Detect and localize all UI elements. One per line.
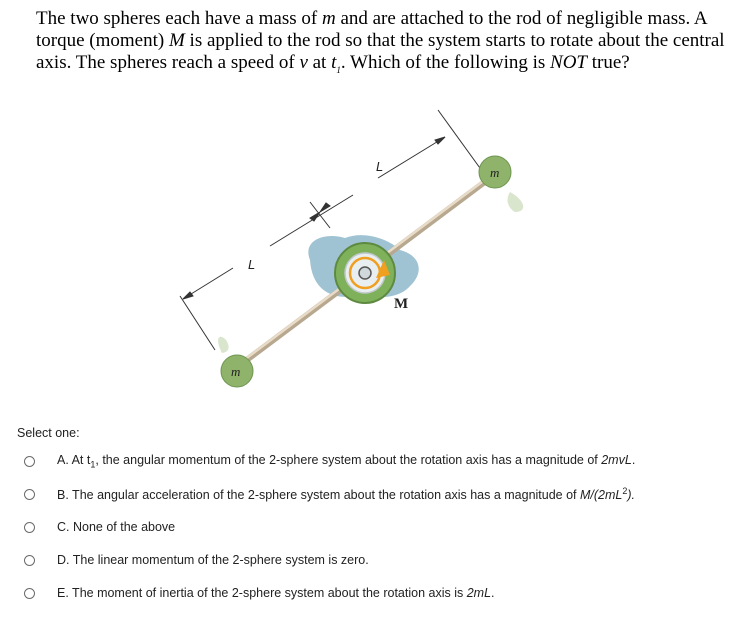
option-e-text[interactable]: E. The moment of inertia of the 2-sphere system about the rotation axis is 2mL.: [57, 586, 495, 600]
mass-label-lower: m: [231, 364, 241, 379]
dimension-lines: [180, 110, 485, 350]
select-one-label: Select one:: [17, 426, 80, 440]
option-a-text[interactable]: A. At $t_1$, the angular momentum of the 2-sphere system about the rotation axis has a magnitude of 2mvL.: [57, 452, 636, 470]
option-b-text[interactable]: B. The angular acceleration of the 2-sphere system about the rotation axis has a magnitude of $M/(2mL^2)$.: [57, 485, 636, 503]
option-d-text[interactable]: D. The linear momentum of the 2-sphere system is zero.: [57, 553, 369, 567]
label-moment: M: [394, 296, 409, 312]
option-c[interactable]: [24, 517, 175, 537]
label-l-lower: L: [248, 257, 256, 272]
option-c-text[interactable]: C. None of the above: [57, 520, 176, 534]
radio-b[interactable]: [24, 489, 35, 500]
label-l-upper: L: [376, 159, 384, 174]
question-text: The two spheres each have a mass of m and are attached to the rod of negligible mass. A torque (moment) M is applied to the rod so that the system starts to rotate about the central axis. The spheres reach a speed of v at $t_1$. Which of the following is NOT true?: [36, 8, 725, 75]
option-a[interactable]: [24, 451, 635, 471]
radio-a[interactable]: [24, 456, 35, 467]
option-b[interactable]: [24, 484, 635, 504]
axle: [359, 267, 371, 279]
radio-e[interactable]: [24, 588, 35, 599]
rotating-rod-figure: [160, 100, 560, 400]
radio-c[interactable]: [24, 522, 35, 533]
option-d[interactable]: [24, 550, 369, 570]
radio-d[interactable]: [24, 555, 35, 566]
mass-label-upper: m: [490, 165, 500, 180]
option-e[interactable]: [24, 583, 495, 603]
